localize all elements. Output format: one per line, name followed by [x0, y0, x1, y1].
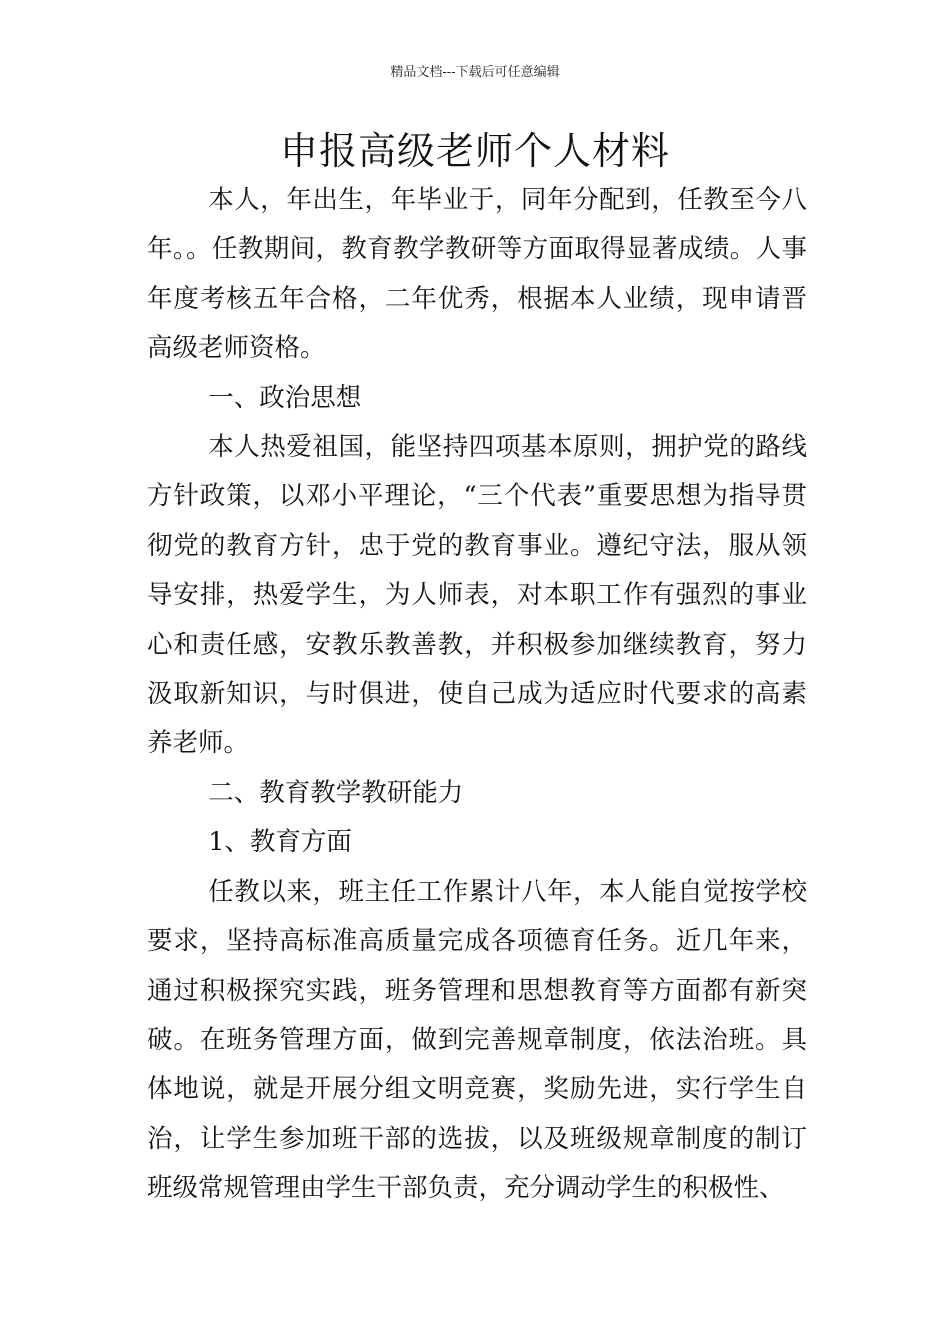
section-heading-politics: 一、政治思想	[208, 382, 362, 413]
politics-paragraph: 本人热爱祖国，能坚持四项基本原则，拥护党的路线方针政策，以邓小平理论，“三个代表”重要思想为指导贯彻党的教育方针，忠于党的教育事业。遵纪守法，服从领导安排，热爱学生，为人师表，对本职工作有强烈的事业心和责任感，安教乐教善教，并积极参加继续教育，努力汲取新知识，与时俱进，使自己成为适应时代要求的高素养老师。	[147, 432, 807, 759]
page-header-note: 精品文档---下载后可任意编辑	[390, 65, 560, 80]
education-paragraph: 任教以来，班主任工作累计八年，本人能自觉按学校要求，坚持高标准高质量完成各项德育任务。近几年来，通过积极探究实践，班务管理和思想教育等方面都有新突破。在班务管理方面，做到完善规章制度，依法治班。具体地说，就是开展分组文明竞赛，奖励先进，实行学生自治，让学生参加班干部的选拔，以及班级规章制度的制订班级常规管理由学生干部负责，充分调动学生的积极性、	[147, 876, 807, 1204]
document-body	[147, 176, 807, 1214]
subsection-heading-education: 1、教育方面	[208, 827, 352, 858]
document-title: 申报高级老师个人材料	[279, 129, 670, 173]
intro-paragraph: 本人，年出生，年毕业于，同年分配到，任教至今八年。。任教期间，教育教学教研等方面取得显著成绩。人事年度考核五年合格，二年优秀，根据本人业绩，现申请晋高级老师资格。	[147, 185, 807, 364]
section-heading-teaching: 二、教育教学教研能力	[208, 777, 464, 808]
